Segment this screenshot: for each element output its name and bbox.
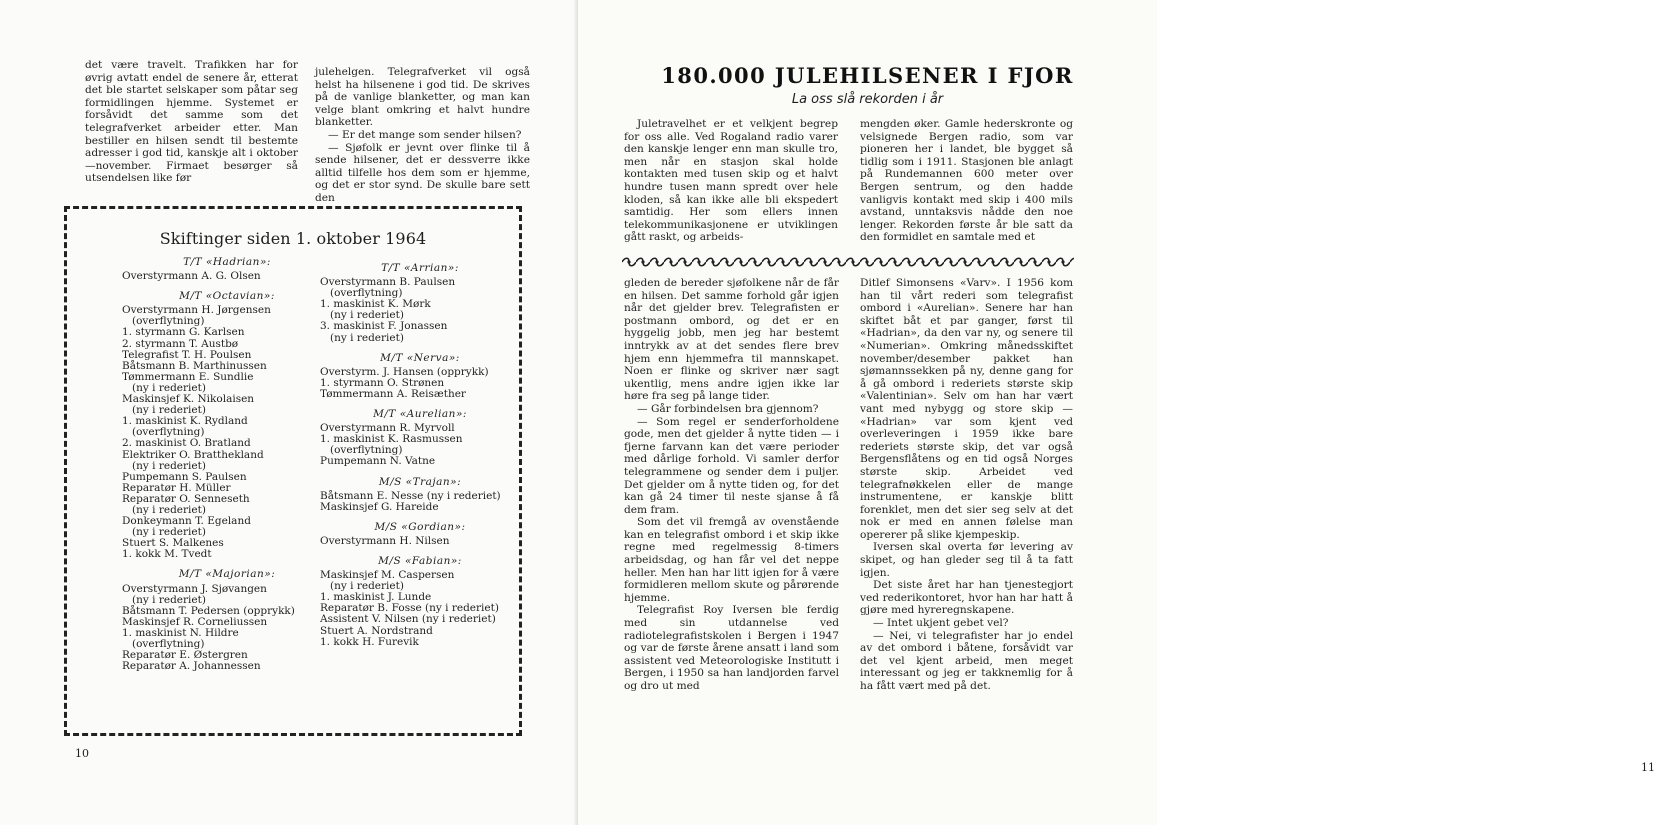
left-page bbox=[0, 0, 578, 825]
crew-entry: 1. maskinist K. Rydland bbox=[122, 415, 248, 428]
paragraph: gleden de bereder sjøfolkene når de får en hilsen. Det samme forhold går igjen når det gjelder brev. Telegrafisten er postmann ombord, og det er en hyggelig jobb, men jeg har bestemt inntrykk av at det sendes flere brev hjem enn hjemmefra til mannskapet. Noen er flinke og skriver nær sagt ukentlig, mens andre igjen ikke lar høre fra seg på lange tider. bbox=[624, 277, 839, 403]
crew-entry: Pumpemann S. Paulsen bbox=[122, 470, 247, 483]
crew-entry: 1. maskinist K. Mørk bbox=[320, 298, 431, 311]
crew-entry: Overstyrmann B. Paulsen bbox=[320, 276, 456, 289]
crew-entry: (overflytning) bbox=[122, 638, 205, 650]
crew-entry: Stuert A. Nordstrand bbox=[320, 624, 433, 637]
crew-changes-title: Skiftinger siden 1. oktober 1964 bbox=[159, 229, 427, 248]
crew-entry: (overflytning) bbox=[122, 315, 205, 328]
paragraph: Det siste året har han tjenestegjort ved rederikontoret, hvor han har hatt å gjøre med hyreregnskapene. bbox=[860, 579, 1073, 617]
crew-entry: Reparatør E. Østergren bbox=[122, 649, 248, 662]
paragraph: Ditlef Simonsens «Varv». I 1956 kom han til vårt rederi som telegrafist ombord i «Aurelian». Senere har han skiftet båt et par ganger, først til «Hadrian», da den var ny, og senere til «Numerian». Omkring månedsskiftet november/desember pakket han sjømannssekken på ny, denne gang for å gå ombord i rederiets største skip «Valentinian». Selv om han har vært vant med nybygg og store skip — «Hadrian» var som kjent ved overleveringen i 1959 ikke bare rederiets største skip, det var også Bergensflåtens og en tid også Norges største skip. Arbeidet ved telegrafnøkkelen eller de mange instrumentene, er kanskje blitt forenklet, men det sier seg selv at det nok er med en annen følelse man opererer på slike kjempeskip. bbox=[860, 277, 1073, 541]
crew-entry: (ny i rederiet) bbox=[122, 404, 206, 417]
crew-entry: Stuert S. Malkenes bbox=[122, 537, 224, 550]
right-article-bottom-column-1 bbox=[624, 277, 839, 693]
paragraph: Juletravelhet er et velkjent begrep for oss alle. Ved Rogaland radio varer den kanskje lenger enn man skulle tro, men når en stasjon skal holde kontakten med tusen skip og et halvt hundre tusen mann spredt over hele kloden, så kan ikke alle bli ekspedert samtidig. Her som ellers innen telekommunikasjonene er utviklingen gått raskt, og arbeids- bbox=[624, 118, 838, 244]
ship-name: M/S «Trajan»: bbox=[378, 475, 462, 488]
crew-entry: 1. styrmann G. Karlsen bbox=[122, 326, 245, 339]
paragraph: — Nei, vi telegrafister har jo endel av det ombord i båtene, forsåvidt var det vel kjent arbeid, men meget interessant og jeg er takknemlig for å ha fått vært med på det. bbox=[860, 629, 1073, 692]
crew-entry: (ny i rederiet) bbox=[122, 593, 206, 606]
crew-entry: Pumpemann N. Vatne bbox=[320, 455, 436, 468]
ship-name: T/T «Hadrian»: bbox=[183, 256, 271, 268]
crew-changes-box bbox=[64, 206, 522, 736]
ship-name: M/T «Octavian»: bbox=[179, 290, 275, 303]
page-number-right: 11 bbox=[1641, 761, 1655, 774]
right-article-bottom-column-2 bbox=[860, 277, 1073, 693]
article-subheadline: La oss slå rekorden i år bbox=[791, 92, 944, 107]
ship-name: T/T «Arrian»: bbox=[381, 262, 459, 274]
crew-list-left bbox=[122, 257, 332, 672]
paragraph: det være travelt. Trafikken har for øvrig avtatt endel de senere år, etterat det ble startet selskaper som påtar seg formidlingen hjemme. Systemet er forsåvidt det samme som det telegrafverket arbeider etter. Man bestiller en hilsen sendt til bestemte adresser i god tid, kanskje alt i oktober—november. Firmaet besørger så utsendelsen like før bbox=[85, 59, 298, 185]
crew-entry: Maskinsjef M. Caspersen bbox=[320, 569, 455, 582]
paragraph: — Som regel er senderforholdene gode, men det gjelder å nytte tiden — i fjerne farvann kan det være perioder med dårlige forhold. Vi samler derfor telegrammene og sender dem i puljer. Det gjelder om å nytte tiden og, for det kan gå 24 timer til neste sjanse å få dem fram. bbox=[624, 415, 839, 516]
left-article-column-2 bbox=[315, 66, 530, 205]
paragraph: Som det vil fremgå av ovenstående kan en telegrafist ombord i et skip ikke regne med regelmessig 8-timers arbeidsdag, og han får vel det neppe heller. Men han har litt igjen for å være formidleren mellom skute og pårørende hjemme. bbox=[624, 516, 839, 604]
page-number-left: 10 bbox=[75, 747, 89, 760]
crew-entry: 1. kokk M. Tvedt bbox=[122, 548, 212, 561]
crew-entry: 2. maskinist O. Bratland bbox=[122, 437, 251, 450]
crew-entry: (ny i rederiet) bbox=[320, 331, 404, 344]
paragraph: mengden øker. Gamle hederskronte og velsignede Bergen radio, som var pioneren her i landet, ble bygget så tidlig som i 1911. Stasjonen ble anlagt på Rundemannen 600 meter over Bergen sentrum, og den hadde vanligvis kontakt med skip i 400 mils avstand, unntaksvis nådde den noe lenger. Rekorden første år ble satt da den formidlet en samtale med et bbox=[860, 118, 1073, 244]
paragraph: — Intet ukjent gebet vel? bbox=[873, 617, 1009, 630]
crew-entry: (ny i rederiet) bbox=[320, 309, 404, 322]
crew-entry: Reparatør A. Johannessen bbox=[122, 660, 261, 673]
crew-list-right bbox=[320, 263, 520, 648]
crew-entry: 1. styrmann O. Strønen bbox=[320, 376, 445, 389]
crew-entry: Maskinsjef K. Nikolaisen bbox=[122, 393, 255, 406]
ship-name: M/S «Gordian»: bbox=[374, 520, 466, 533]
crew-entry: Donkeymann T. Egeland bbox=[122, 515, 251, 528]
crew-entry: Maskinsjef R. Corneliussen bbox=[122, 615, 268, 628]
crew-entry: (overflytning) bbox=[122, 426, 205, 439]
crew-entry: Båtsmann E. Nesse (ny i rederiet) bbox=[320, 489, 501, 502]
crew-entry: Overstyrmann A. G. Olsen bbox=[122, 270, 261, 283]
crew-entry: Assistent V. Nilsen (ny i rederiet) bbox=[320, 613, 496, 626]
crew-entry: 1. maskinist N. Hildre bbox=[122, 626, 239, 639]
crew-entry: 1. maskinist K. Rasmussen bbox=[320, 433, 463, 446]
crew-entry: Overstyrmann J. Sjøvangen bbox=[122, 582, 267, 595]
paragraph: — Sjøfolk er jevnt over flinke til å sende hilsener, det er dessverre ikke alltid tilfelle hos dem som er hjemme, og det er stor synd. De skulle bare sett den bbox=[315, 141, 530, 204]
crew-entry: Tømmermann E. Sundlie bbox=[122, 370, 254, 383]
crew-entry: (ny i rederiet) bbox=[122, 503, 206, 516]
crew-entry: (overflytning) bbox=[320, 444, 403, 457]
crew-entry: Elektriker O. Bratthekland bbox=[122, 448, 264, 461]
right-page bbox=[578, 0, 1655, 825]
crew-entry: (ny i rederiet) bbox=[122, 526, 206, 539]
crew-entry: (ny i rederiet) bbox=[122, 381, 206, 394]
crew-entry: Reparatør O. Senneseth bbox=[122, 492, 250, 505]
crew-entry: Tømmermann A. Reisæther bbox=[320, 387, 466, 400]
crew-entry: 1. kokk H. Furevik bbox=[320, 635, 419, 648]
crew-entry: (ny i rederiet) bbox=[320, 580, 404, 593]
crew-entry: (ny i rederiet) bbox=[122, 459, 206, 472]
paragraph: julehelgen. Telegrafverket vil også helst ha hilsenene i god tid. De skrives på de vanlige blanketter, og man kan velge blant omkring et halvt hundre blanketter. bbox=[315, 66, 530, 129]
ship-name: M/T «Nerva»: bbox=[380, 351, 460, 364]
crew-entry: Overstyrmann R. Myrvoll bbox=[320, 422, 455, 435]
crew-entry: (overflytning) bbox=[320, 287, 403, 300]
right-article-top-column-1 bbox=[624, 118, 838, 244]
ship-name: M/S «Fabian»: bbox=[378, 554, 462, 567]
decorative-border bbox=[622, 257, 1074, 267]
crew-entry: Overstyrmann H. Nilsen bbox=[320, 534, 450, 547]
paragraph: — Er det mange som sender hilsen? bbox=[328, 128, 522, 141]
right-article-top-column-2 bbox=[860, 118, 1073, 244]
crew-entry: 2. styrmann T. Austbø bbox=[122, 337, 239, 350]
article-headline: 180.000 JULEHILSENER I FJOR bbox=[661, 63, 1074, 88]
paragraph: Iversen skal overta før levering av skipet, og han gleder seg til å ta fatt igjen. bbox=[860, 541, 1073, 579]
crew-entry: Båtsmann T. Pedersen (opprykk) bbox=[122, 604, 295, 617]
crew-entry: Overstyrmann H. Jørgensen bbox=[122, 304, 271, 317]
crew-entry: Båtsmann B. Marthinussen bbox=[122, 359, 267, 372]
paragraph: — Går forbindelsen bra gjennom? bbox=[637, 402, 819, 415]
crew-entry: Reparatør H. Müller bbox=[122, 481, 231, 494]
crew-entry: Reparatør B. Fosse (ny i rederiet) bbox=[320, 602, 499, 615]
paragraph: Telegrafist Roy Iversen ble ferdig med sin utdannelse ved radiotelegrafistskolen i Bergen i 1947 og var de første årene ansatt i land som assistent ved Meteorologiske Institutt i Bergen, i 1950 sa han landjorden farvel og dro ut med bbox=[624, 604, 839, 692]
ship-name: M/T «Aurelian»: bbox=[373, 408, 467, 421]
crew-entry: 1. maskinist J. Lunde bbox=[320, 591, 432, 604]
ship-name: M/T «Majorian»: bbox=[178, 568, 276, 581]
crew-entry: Overstyrm. J. Hansen (opprykk) bbox=[320, 365, 489, 378]
crew-entry: 3. maskinist F. Jonassen bbox=[320, 320, 448, 333]
left-article-column-1 bbox=[85, 59, 298, 185]
crew-entry: Maskinsjef G. Hareide bbox=[320, 500, 439, 513]
crew-entry: Telegrafist T. H. Poulsen bbox=[122, 348, 252, 361]
